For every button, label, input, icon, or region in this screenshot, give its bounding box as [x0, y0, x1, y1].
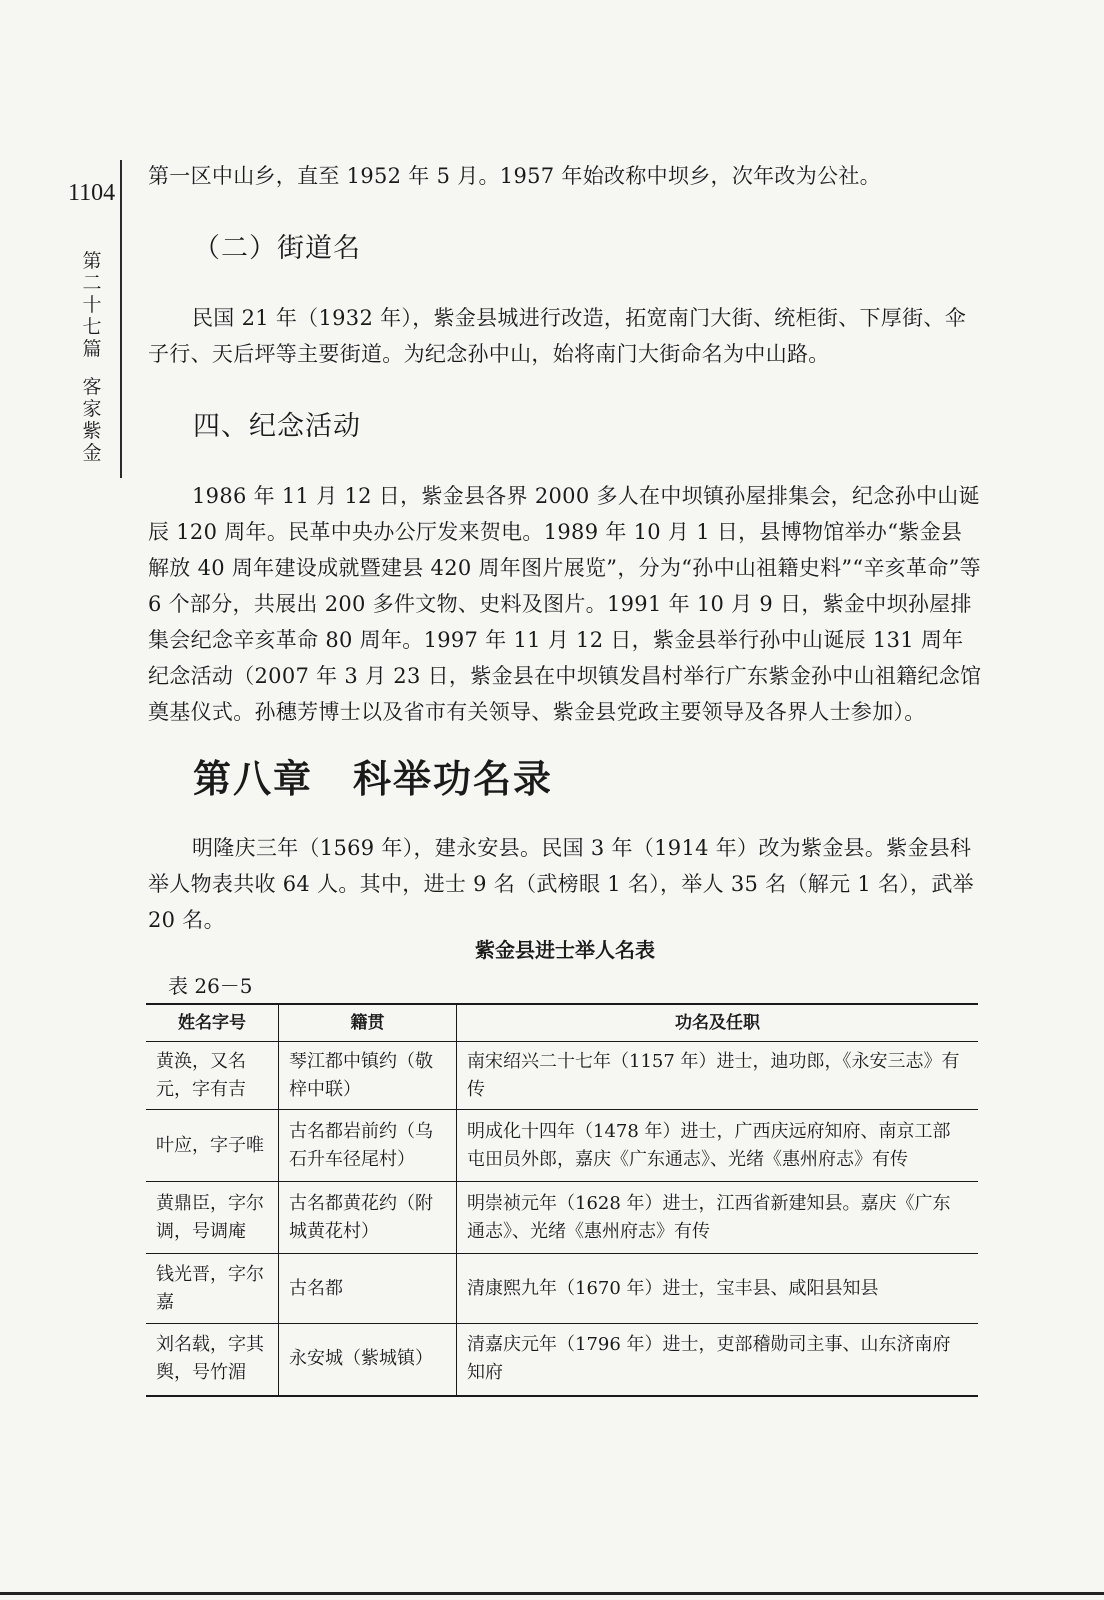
table-row	[146, 1182, 978, 1254]
table-row	[146, 1254, 978, 1324]
paragraph-3: 1986 年 11 月 12 日，紫金县各界 2000 多人在中坝镇孙屋排集会，纪念孙中山诞辰 120 周年。民革中央办公厅发来贺电。1989 年 10 月 1 日，县博物馆举办“紫金县解放 40 周年建设成就暨建县 420 周年图片展览”，分为“孙中山祖籍史料”“辛亥革命”等 6 个部分，共展出 200 多件文物、史料及图片。1991 年 10 月 9 日，紫金中坝孙屋排集会纪念辛亥革命 80 周年。1997 年 11 月 12 日，紫金县举行孙中山诞辰 131 周年纪念活动（2007 年 3 月 23 日，紫金县在中坝镇发昌村举行广东紫金孙中山祖籍纪念馆奠基仪式。孙穗芳博士以及省市有关领导、紫金县党政主要领导及各界人士参加）。	[148, 484, 982, 724]
cell-origin: 永安城（紫城镇）	[279, 1324, 457, 1396]
chapter-heading	[193, 748, 553, 803]
subheading-street-names: （二）街道名	[193, 233, 361, 264]
table-label: 表 26－5	[168, 974, 253, 998]
cell-name: 钱光晋，字尔嘉	[146, 1254, 279, 1324]
paragraph-1: 第一区中山乡，直至 1952 年 5 月。1957 年始改称中坝乡，次年改为公社。	[148, 164, 881, 188]
cell-rank-office: 清嘉庆元年（1796 年）进士，吏部稽勋司主事、山东济南府知府	[457, 1324, 979, 1396]
cell-origin: 琴江都中镇约（敬梓中联）	[279, 1042, 457, 1110]
header-rank-office: 功名及任职	[457, 1004, 979, 1042]
table-row	[146, 1324, 978, 1396]
jinshi-juren-table	[146, 1003, 978, 1397]
chapter-number: 第八章	[193, 756, 314, 801]
section-heading-commemoration: 四、纪念活动	[193, 411, 361, 442]
cell-name: 黄涣，又名元，字有吉	[146, 1042, 279, 1110]
margin-rule	[120, 160, 122, 478]
chapter-title: 科举功名录	[353, 756, 554, 801]
cell-rank-office: 清康熙九年（1670 年）进士，宝丰县、咸阳县知县	[457, 1254, 979, 1324]
running-title-book: 客家紫金	[82, 376, 102, 464]
paragraph-2: 民国 21 年（1932 年），紫金县城进行改造，拓宽南门大街、统柜街、下厚街、伞子行、天后坪等主要街道。为纪念孙中山，始将南门大街命名为中山路。	[148, 306, 966, 366]
table-row	[146, 1110, 978, 1182]
paragraph-4: 明隆庆三年（1569 年），建永安县。民国 3 年（1914 年）改为紫金县。紫金县科举人物表共收 64 人。其中，进士 9 名（武榜眼 1 名），举人 35 名（解元 1 名），武举 20 名。	[148, 836, 974, 932]
cell-origin: 古名都	[279, 1254, 457, 1324]
header-name: 姓名字号	[146, 1004, 279, 1042]
cell-origin: 古名都黄花约（附城黄花村）	[279, 1182, 457, 1254]
running-title-part: 第二十七篇	[82, 250, 102, 360]
cell-name: 叶应，字子唯	[146, 1110, 279, 1182]
cell-origin: 古名都岩前约（乌石升车径尾村）	[279, 1110, 457, 1182]
header-origin: 籍贯	[279, 1004, 457, 1042]
cell-rank-office: 明崇祯元年（1628 年）进士，江西省新建知县。嘉庆《广东通志》、光绪《惠州府志》有传	[457, 1182, 979, 1254]
table-header-row	[146, 1004, 978, 1042]
page-number: 1104	[68, 180, 116, 206]
page-bottom-rule	[0, 1592, 1104, 1595]
cell-name: 黄鼎臣，字尔调，号调庵	[146, 1182, 279, 1254]
cell-rank-office: 明成化十四年（1478 年）进士，广西庆远府知府、南京工部屯田员外郎，嘉庆《广东通志》、光绪《惠州府志》有传	[457, 1110, 979, 1182]
table-row	[146, 1042, 978, 1110]
cell-name: 刘名载，字其舆，号竹湄	[146, 1324, 279, 1396]
table-title: 紫金县进士举人名表	[475, 938, 655, 962]
cell-rank-office: 南宋绍兴二十七年（1157 年）进士，迪功郎，《永安三志》有传	[457, 1042, 979, 1110]
running-title	[80, 250, 104, 464]
